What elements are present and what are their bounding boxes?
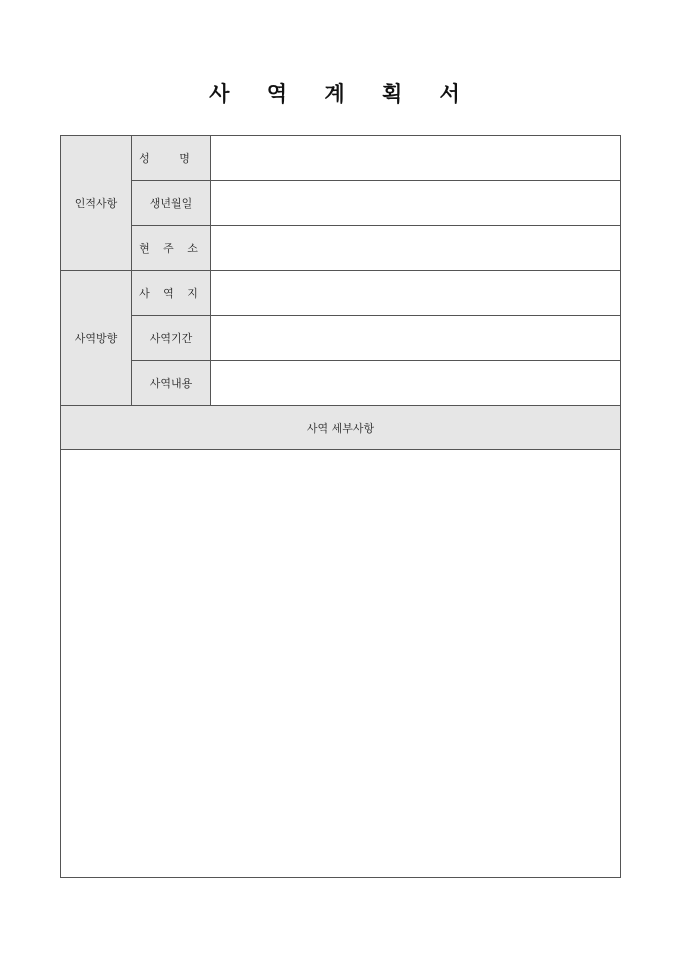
plan-form-table bbox=[60, 135, 621, 878]
address-field[interactable] bbox=[211, 226, 621, 271]
label-ministry-content: 사역내용 bbox=[132, 361, 211, 406]
details-body-row bbox=[61, 450, 621, 878]
label-ministry-location: 사 역 지 bbox=[132, 271, 211, 316]
label-address: 현 주 소 bbox=[132, 226, 211, 271]
label-birthdate: 생년월일 bbox=[132, 181, 211, 226]
category-personal-info: 인적사항 bbox=[61, 136, 132, 271]
form-row-ministry-period bbox=[61, 316, 621, 361]
form-row-ministry-content bbox=[61, 361, 621, 406]
details-textarea[interactable] bbox=[61, 450, 621, 878]
document-title: 사 역 계 획 서 bbox=[209, 81, 471, 106]
label-name: 성 명 bbox=[132, 136, 211, 181]
ministry-period-field[interactable] bbox=[211, 316, 621, 361]
form-row-address bbox=[61, 226, 621, 271]
ministry-location-field[interactable] bbox=[211, 271, 621, 316]
ministry-content-field[interactable] bbox=[211, 361, 621, 406]
form-row-ministry-location bbox=[61, 271, 621, 316]
category-ministry-direction: 사역방향 bbox=[61, 271, 132, 406]
label-ministry-period: 사역기간 bbox=[132, 316, 211, 361]
form-row-name bbox=[61, 136, 621, 181]
birthdate-field[interactable] bbox=[211, 181, 621, 226]
name-field[interactable] bbox=[211, 136, 621, 181]
details-header-row bbox=[61, 406, 621, 450]
details-section-header: 사역 세부사항 bbox=[61, 406, 621, 450]
form-row-birthdate bbox=[61, 181, 621, 226]
